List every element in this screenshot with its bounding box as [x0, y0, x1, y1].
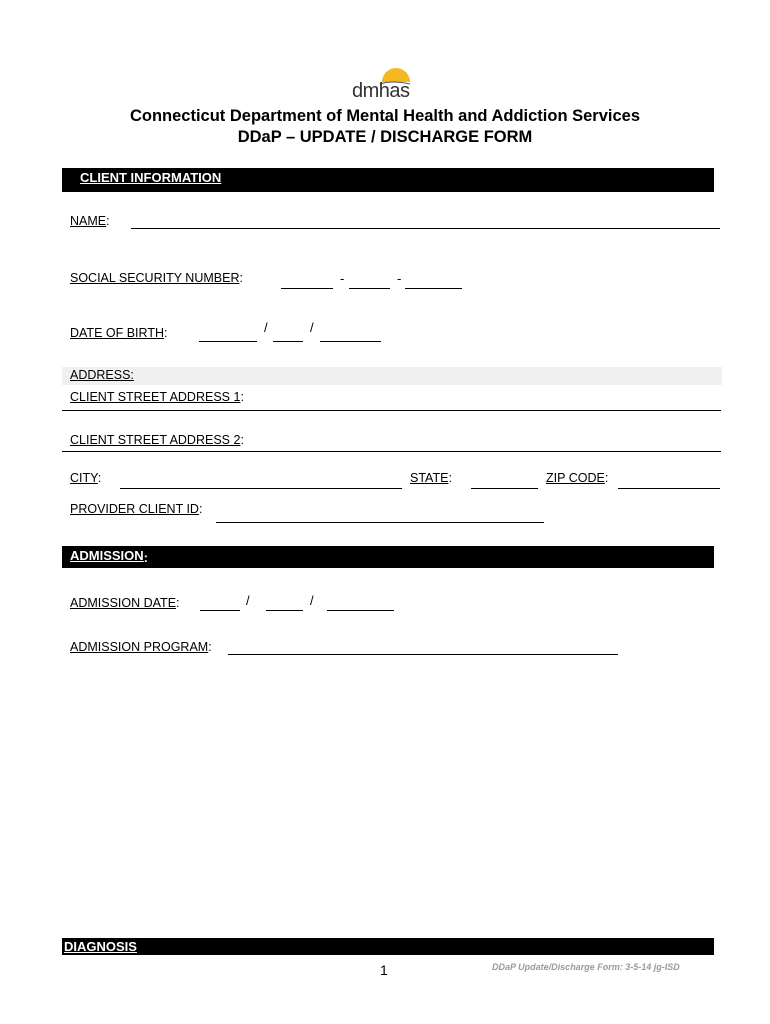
provider-id-label: PROVIDER CLIENT ID: — [70, 502, 203, 516]
address-band — [62, 367, 722, 385]
street2-field[interactable] — [62, 451, 721, 452]
admission-date-label: ADMISSION DATE: — [70, 596, 180, 610]
diagnosis-header — [62, 938, 714, 955]
dob-label: DATE OF BIRTH: — [70, 326, 168, 340]
zip-label: ZIP CODE: — [546, 471, 609, 485]
state-label: STATE: — [410, 471, 452, 485]
dob-month-field[interactable] — [199, 341, 257, 342]
ssn-part2-field[interactable] — [349, 288, 390, 289]
page-number: 1 — [380, 962, 388, 978]
name-field[interactable] — [131, 228, 720, 229]
client-information-header — [62, 168, 714, 192]
address-label: ADDRESS: — [70, 368, 134, 382]
date-separator: / — [264, 320, 268, 335]
admission-program-label: ADMISSION PROGRAM: — [70, 640, 212, 654]
logo-text: dmhas — [352, 80, 410, 102]
city-field[interactable] — [120, 488, 402, 489]
provider-id-field[interactable] — [216, 522, 544, 523]
admission-header — [62, 546, 714, 568]
dob-year-field[interactable] — [320, 341, 381, 342]
ssn-part3-field[interactable] — [405, 288, 462, 289]
zip-field[interactable] — [618, 488, 720, 489]
street1-field[interactable] — [62, 410, 721, 411]
ssn-separator: - — [397, 271, 402, 286]
date-separator: / — [246, 593, 250, 608]
dob-day-field[interactable] — [273, 341, 303, 342]
form-title: DDaP – UPDATE / DISCHARGE FORM — [237, 128, 533, 146]
street2-label: CLIENT STREET ADDRESS 2: — [70, 433, 244, 447]
admission-day-field[interactable] — [266, 610, 303, 611]
ssn-label: SOCIAL SECURITY NUMBER: — [70, 271, 243, 285]
admission-month-field[interactable] — [200, 610, 240, 611]
state-field[interactable] — [471, 488, 538, 489]
section-label: DIAGNOSIS — [64, 939, 137, 954]
city-label: CITY: — [70, 471, 102, 485]
form-identifier: DDaP Update/Discharge Form: 3-5-14 jg-ISD — [492, 962, 680, 972]
ssn-part1-field[interactable] — [281, 288, 333, 289]
admission-year-field[interactable] — [327, 610, 394, 611]
date-separator: / — [310, 593, 314, 608]
section-label: ADMISSION : — [70, 548, 149, 565]
street1-label: CLIENT STREET ADDRESS 1: — [70, 390, 244, 404]
name-label: NAME: — [70, 214, 110, 228]
page-title: Connecticut Department of Mental Health and Addiction Services — [129, 107, 641, 125]
section-label: CLIENT INFORMATION — [80, 170, 222, 185]
ssn-separator: - — [340, 271, 345, 286]
date-separator: / — [310, 320, 314, 335]
admission-program-field[interactable] — [228, 654, 618, 655]
